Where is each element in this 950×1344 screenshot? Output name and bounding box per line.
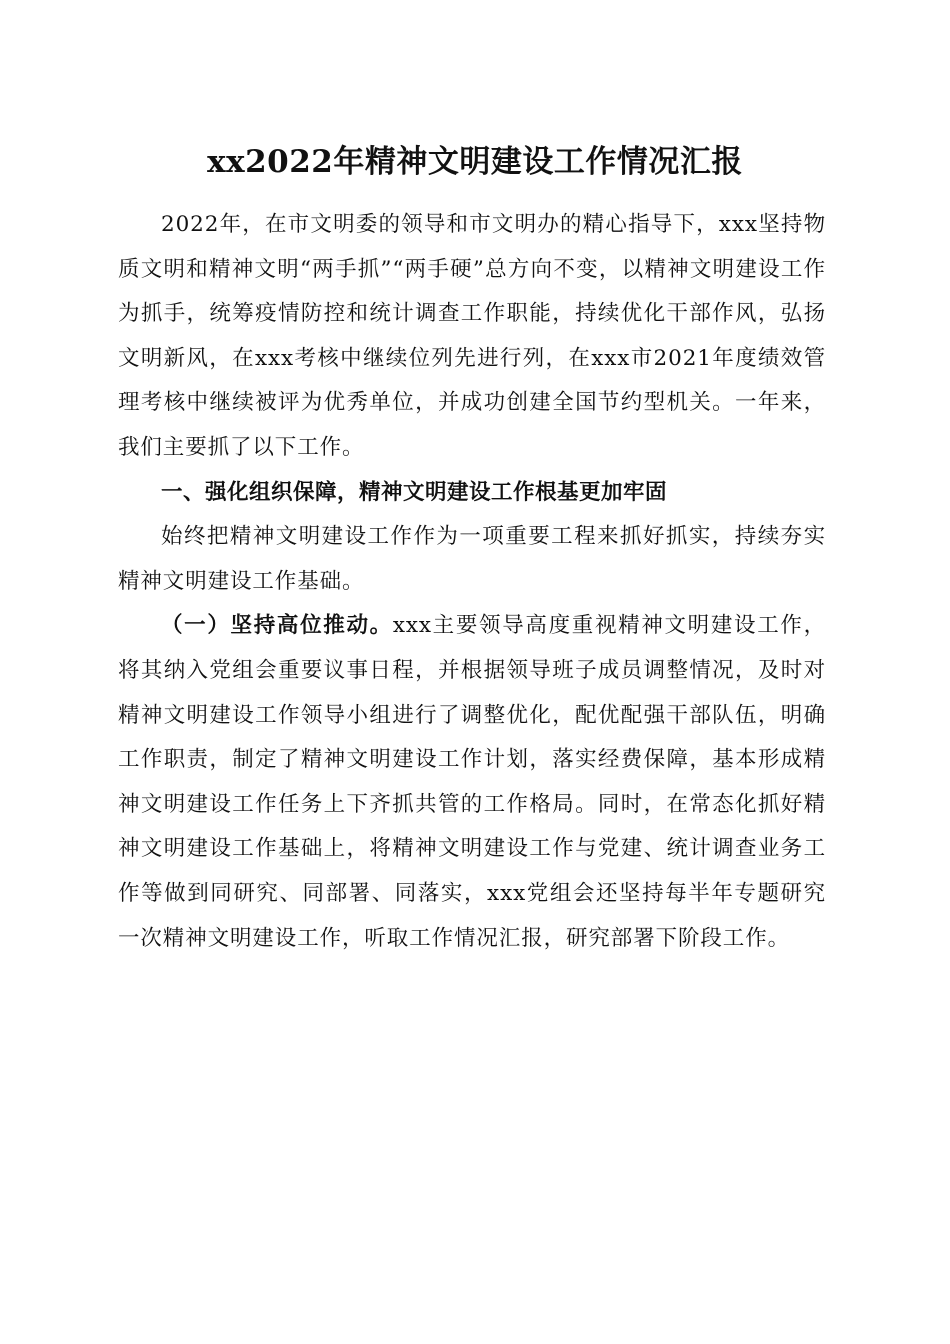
item-heading: （一）坚持高位推动。 bbox=[161, 613, 393, 639]
intro-paragraph: 2022年，在市文明委的领导和市文明办的精心指导下，xxx坚持物质文明和精神文明“两手抓”“两手硬”总方向不变，以精神文明建设工作为抓手，统筹疫情防控和统计调查工作职能，持续优化干部作风，弘扬文明新风，在xxx考核中继续位列先进行列，在xxx市2021年度绩效管理考核中继续被评为优秀单位，并成功创建全国节约型机关。一年来，我们主要抓了以下工作。 bbox=[118, 212, 826, 460]
item-paragraph bbox=[118, 604, 826, 961]
document-body bbox=[118, 203, 826, 961]
document-title: xx2022年精神文明建设工作情况汇报 bbox=[207, 144, 743, 180]
section-heading: 一、强化组织保障，精神文明建设工作根基更加牢固 bbox=[161, 479, 668, 505]
item-text: xxx主要领导高度重视精神文明建设工作，将其纳入党组会重要议事日程，并根据领导班子成员调整情况，及时对精神文明建设工作领导小组进行了调整优化，配优配强干部队伍，明确工作职责，制定了精神文明建设工作计划，落实经费保障，基本形成精神文明建设工作任务上下齐抓共管的工作格局。同时，在常态化抓好精神文明建设工作基础上，将精神文明建设工作与党建、统计调查业务工作等做到同研究、同部署、同落实，xxx党组会还坚持每半年专题研究一次精神文明建设工作，听取工作情况汇报，研究部署下阶段工作。 bbox=[118, 613, 826, 951]
section-paragraph: 始终把精神文明建设工作作为一项重要工程来抓好抓实，持续夯实精神文明建设工作基础。 bbox=[118, 524, 826, 594]
